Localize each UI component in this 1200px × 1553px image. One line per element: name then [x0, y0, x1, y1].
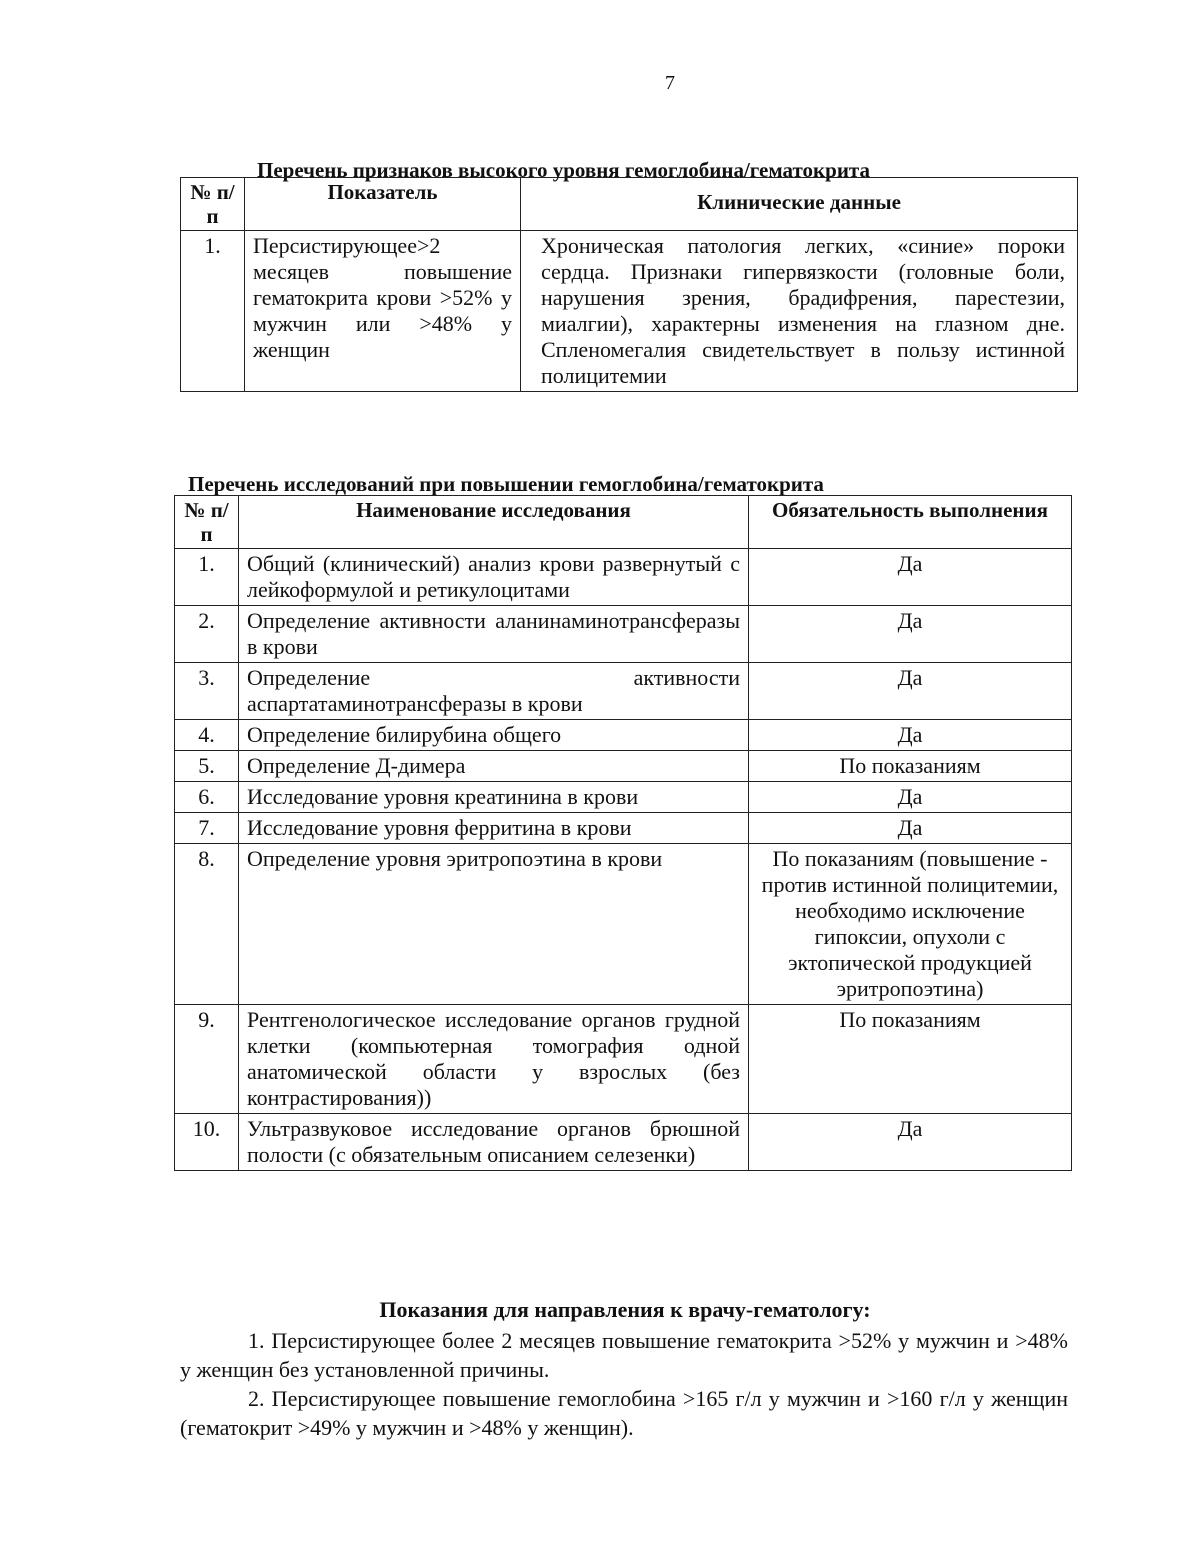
row-test-name: Ультразвуковое исследование органов брюшной полости (с обязательным описанием селезенки)	[239, 1114, 749, 1171]
header-num: № п/п	[175, 496, 239, 549]
table2-title: Перечень исследований при повышении гемоглобина/гематокрита	[188, 472, 824, 496]
row-required: Да	[749, 606, 1072, 663]
row-num: 10.	[175, 1114, 239, 1171]
header-num: № п/п	[181, 178, 245, 231]
table-row	[175, 549, 1072, 606]
row-num: 2.	[175, 606, 239, 663]
row-num: 7.	[175, 813, 239, 844]
header-clinical: Клинические данные	[521, 178, 1078, 231]
table-row	[175, 782, 1072, 813]
table1-title: Перечень признаков высокого уровня гемоглобина/гематокрита	[257, 158, 870, 182]
row-test-name: Общий (клинический) анализ крови развернутый с лейкоформулой и ретикулоцитами	[239, 549, 749, 606]
row-test-name: Определение Д-димера	[239, 751, 749, 782]
table-row	[175, 1114, 1072, 1171]
header-indicator: Показатель	[245, 178, 521, 231]
table-row	[175, 663, 1072, 720]
referral-item-2: 2. Персистирующее повышение гемоглобина >165 г/л у мужчин и >160 г/л у женщин (гематокрит >49% у мужчин и >48% у женщин).	[180, 1386, 1068, 1440]
row-required: По показаниям (повышение - против истинной полицитемии, необходимо исключение гипоксии, опухоли с эктопической продукцией эритропоэтина)	[749, 844, 1072, 1005]
row-num: 9.	[175, 1005, 239, 1114]
row-required: Да	[749, 549, 1072, 606]
row-num: 8.	[175, 844, 239, 1005]
row-test-name: Определение билирубина общего	[239, 720, 749, 751]
table-header-row	[181, 178, 1078, 231]
tests-table	[174, 495, 1072, 1171]
row-test-name: Исследование уровня ферритина в крови	[239, 813, 749, 844]
table-header-row	[175, 496, 1072, 549]
row-num: 4.	[175, 720, 239, 751]
header-test-name: Наименование исследования	[239, 496, 749, 549]
row-test-name: Определение уровня эритропоэтина в крови	[239, 844, 749, 1005]
row-clinical: Хроническая патология легких, «синие» пороки сердца. Признаки гипервязкости (головные боли, нарушения зрения, брадифрения, парестезии, миалгии), характерны изменения на глазном дне. Спленомегалия свидетельствует в пользу истинной полицитемии	[521, 231, 1078, 392]
row-num: 6.	[175, 782, 239, 813]
table-row	[175, 606, 1072, 663]
referral-item-1: 1. Персистирующее более 2 месяцев повышение гематокрита >52% у мужчин и >48% у женщин без установленной причины.	[180, 1328, 1068, 1382]
row-num: 3.	[175, 663, 239, 720]
row-required: Да	[749, 720, 1072, 751]
page-number: 7	[665, 72, 675, 94]
row-num: 1.	[175, 549, 239, 606]
row-required: Да	[749, 1114, 1072, 1171]
row-num: 1.	[181, 231, 245, 392]
row-test-name: Рентгенологическое исследование органов грудной клетки (компьютерная томография одной анатомической области у взрослых (без контрастирования))	[239, 1005, 749, 1114]
header-required: Обязательность выполнения	[749, 496, 1072, 549]
table-row	[181, 231, 1078, 392]
row-required: По показаниям	[749, 1005, 1072, 1114]
row-indicator: Персистирующее>2 месяцев повышение гематокрита крови >52% у мужчин или >48% у женщин	[245, 231, 521, 392]
table-row	[175, 1005, 1072, 1114]
row-test-name: Исследование уровня креатинина в крови	[239, 782, 749, 813]
row-test-name: Определение активности аланинаминотрансферазы в крови	[239, 606, 749, 663]
table-row	[175, 720, 1072, 751]
referral-heading: Показания для направления к врачу-гематологу:	[379, 1297, 871, 1322]
row-test-name: Определение активности аспартатаминотрансферазы в крови	[239, 663, 749, 720]
row-required: По показаниям	[749, 751, 1072, 782]
row-num: 5.	[175, 751, 239, 782]
table-row	[175, 813, 1072, 844]
signs-table	[180, 177, 1078, 392]
row-required: Да	[749, 813, 1072, 844]
row-required: Да	[749, 663, 1072, 720]
table-row	[175, 844, 1072, 1005]
table-row	[175, 751, 1072, 782]
row-required: Да	[749, 782, 1072, 813]
